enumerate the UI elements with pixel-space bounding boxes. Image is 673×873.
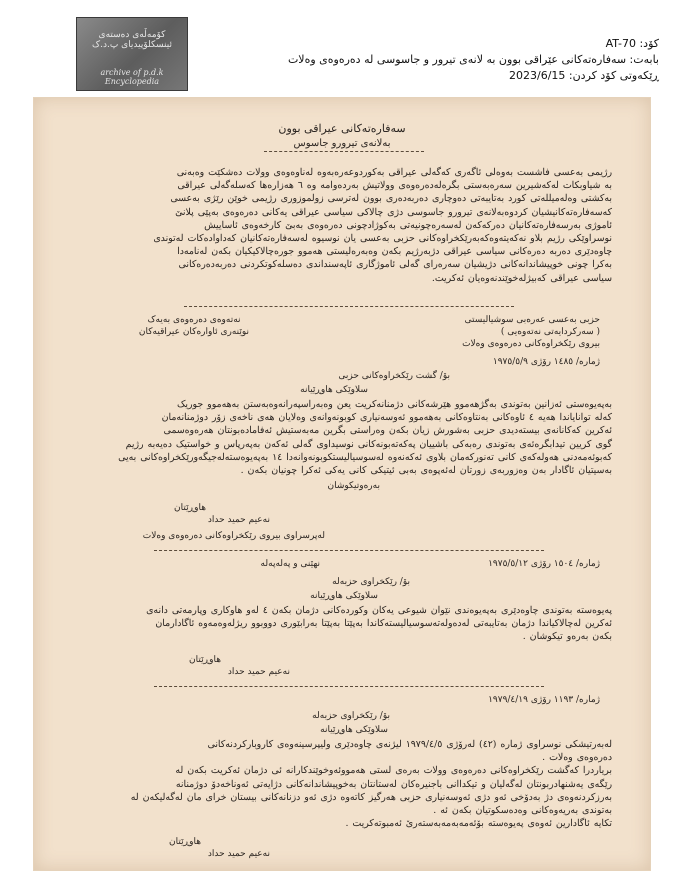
doc2-reference: ژمارە/ ١٥٠٤ رۆژی ١٩٧٥/٥/١٢ xyxy=(488,559,600,569)
meta-code: كۆد: AT-70 xyxy=(605,37,659,50)
doc3-greeting: سلاوێکی هاوڕێیانە xyxy=(320,725,388,735)
sender-left-line-2: نوێنەری ئاوارەکان عیراقیەکان xyxy=(138,327,250,337)
doc1-greeting: سلاوێکی هاوڕێیانە xyxy=(300,385,368,395)
sender-line-3: بیروی رێکخراوەکانی دەرەوەی وەلات xyxy=(462,339,600,349)
doc2-greeting: سلاوێکی هاوڕێیانە xyxy=(310,591,378,601)
doc1-sign-title: لەپرسراوی بیروی رێکخراوەکانی دەرەوەی وەلات xyxy=(142,531,325,541)
separator xyxy=(154,686,544,687)
doc1-sign-label: هاوڕێتان xyxy=(174,503,206,513)
document-title: سەفارەتەکانی عیراقی بوون xyxy=(278,122,406,135)
separator xyxy=(154,550,544,551)
doc3-line: بەتوندی بەریەوەکانی وەدەسکوتیان بکەن ئە . xyxy=(433,805,612,817)
sender-left-line-1: نەتەوەی دەرەوەی بەیەک xyxy=(147,315,241,325)
separator xyxy=(184,306,514,307)
doc1-line: کەبوئەمەدنی هەولەکەی کانی تەنورکەمان بلاوی ئەکەنەوە لەسوسیالیستکوبونەوانەدا ١٤ بەپەیوەستەلەجیگەورێکخراوەکانی بەیی xyxy=(118,451,612,463)
intro-line: ئاموژی بەرسەفارەتەکانیان دەرکەکەن لەسەرەچونیەتی بەکوژادچونی دەرەوەی بەبێ کارخەوەی ئاساییش xyxy=(204,219,612,231)
doc3-line: بەرزکردنەوەی دژ بەدۆخی ئەو دژی ئەوسەنیاری حزبی هەرگیز کاتەوە دژی ئەو دزنانەکانی بیستان خرای مان لەگەلیکەن لە xyxy=(130,791,612,803)
meta-date: ڕێکەوتی کۆد کردن: 2023/6/15 xyxy=(509,69,659,82)
doc3-line: رێگەی یەشنهادربونتان لەگەلیان و تیکداانی باجنیرەکان لەستانتان بەخوپیشاندانەکانی دژایەتی ئەوناخەدۆ دوژمنانە xyxy=(175,778,612,790)
doc1-recipient: بۆ/ گشت رێکخراوەکانی حزبی xyxy=(338,371,450,381)
document-subtitle: بەلانەی تیرورو جاسوس xyxy=(293,138,391,149)
doc1-line: کەلە توانایاندا هەیە ٤ ئاوەکانی بەنتاوەکانی بەهەموو ئەوسەنیاری کوبونەوانەی وەلایان هەی ناخەی زۆر دوژمنانەمان xyxy=(161,412,612,424)
doc3-sign-name: نەعیم حمید حداد xyxy=(207,849,270,859)
doc2-line: پەیوەستە بەتوندی چاوەدێری بەپەیوەندی نێوان شیوعی یەکان وکوردەکانی دژمان بکەن ٤ لەو هاوکاری وپارمەتی دانەی xyxy=(146,605,612,616)
doc2-signature xyxy=(120,654,290,678)
doc3-line: دەرەوەی وەلات . xyxy=(542,752,612,764)
doc2-body xyxy=(72,604,612,644)
sender-line-2: ( سەرکردایەتی نەتەوەیی ) xyxy=(500,327,600,337)
intro-line: بەکشتی وەلەمیللەتی کورد بەتایبەتی دەوچاری دەربەدەری بوون لەترسی زولموزوری رژیمی خوێن رێژی بەعسی xyxy=(170,193,612,205)
doc3-signature xyxy=(100,836,270,860)
sender-line-1: حزبی بەعسی عەرەبی سوشیالیستی xyxy=(464,315,600,325)
doc3-reference: ژمارە/ ١١٩٣ رۆژی ١٩٧٩/٤/١٩ xyxy=(488,695,600,705)
doc3-line: تکایە ئاگادارین ئەوەی پەیوەستە بۆئەمەبەمەبەستەرێ ئەمبوتەکریت . xyxy=(345,818,612,830)
doc3-body xyxy=(72,738,612,830)
doc2-line: بکەن بەرەو تیکوشان . xyxy=(522,631,612,643)
doc1-line: ئەکرین کەکانانەی بیستەدیدی حزبی بەشورش زیان بکەن وەراستی بگرین مەبەستیش ئەفامادەبونتان هەرەوەسمی xyxy=(163,425,612,437)
doc3-line: بریاردرا کەگشت رێکخراوەکانی دەرەوەی وولات بەرەی لستی هەمووئەوخوێندکارانە ئی دژمان ئەکریت بکەن لە xyxy=(175,765,612,777)
intro-line: بە شیاوبکات لەکەشیرین سەرەبەستی بگرەلەدەرەوەی وولاتیش بەردەوامە وە ٦ هەزارەها کەسلەگەلی عیراقی xyxy=(177,180,612,192)
doc2-sign-label: هاوڕێتان xyxy=(189,655,221,665)
doc1-line: گوی کریین تیدابگرەئەی بەتوندی رەبەکی باشییان پەکەتەبونەکانی نوسیداوی گەلی ئەکەن بەپەرپاس و خواستیک دەیەبە رژیم xyxy=(125,438,612,450)
title-underline xyxy=(264,151,424,152)
doc3-sign-label: هاوڕێتان xyxy=(169,837,201,847)
doc3-line: لەبەرتیشکی نوسراوی ژمارە (٤٢) لەرۆژی ١٩٧٩/٤/٥ لیژنەی چاوەدێری ولیپرسینەوەی کاروبارکردنەکانی xyxy=(207,739,612,750)
intro-line: سیاسی عیراقی کەبیژلەخوێندنەوەیان ئەکریت. xyxy=(431,272,612,284)
intro-line: رژیمی بەعسی فاشست بەوەلی ئاگەری کەگەلی عیراقی بەکوردوعەرەبەوە لەناوەوەی وولات دەشکێت وەبەنی xyxy=(176,167,612,178)
intro-paragraph xyxy=(72,166,612,285)
intro-line: چاوەدێری دەربە دەرەکانی سیاسی عیراقی دژبەرژیم بکەن وەبەرەلیستی هەموو جورەچالاکیکیان بکەن لەنامەدا xyxy=(177,246,612,258)
doc1-line: بەپەیوەستی ئەزانین بەتوندی بەگژهەموو هێرشەکانی دژمنانەکریت یعن وەبەراسپەرانەوەبەستن بەهەموو جوریک xyxy=(177,399,612,410)
logo-line-1: کۆمەڵەی دەستەی ئینسکلۆپیدیای پ.د.ک xyxy=(92,30,172,50)
scanned-document xyxy=(33,97,651,871)
sender-block xyxy=(340,314,600,350)
doc1-line: بەسیتیان ئاگادار بەن وەزوربەی زورتان لەئەپوەی بەبی ئیتیکی کانی یەکی ئەکرا چونیان بکەن . xyxy=(240,465,612,477)
doc2-classification: نهێنی و پەلەپەلە xyxy=(260,559,320,569)
doc3-recipient: بۆ/ رێکخراوی حزبەلە xyxy=(312,711,390,721)
archive-logo xyxy=(76,17,188,91)
doc1-reference: ژمارە/ ١٤٨٥ رۆژی ١٩٧٥/٥/٩ xyxy=(492,357,600,367)
doc1-signature xyxy=(110,502,270,526)
doc1-sign-name: نەعیم حمید حداد xyxy=(207,515,270,525)
doc2-line: ئەکرین لەچالاکیاندا دژمان بەتایبەتی لەدەولەتەسوسیالیستەکاندا بەپێتا بەپێتا بەرابێوری دووبوو ریژلەوەمەوە ئاگادارمان xyxy=(155,618,612,630)
meta-subject: بابەت: سەفارەتەکانی عێراقی بوون بە لانەی تیرور و جاسوسی لە دەرەوەی وەلات xyxy=(287,53,659,66)
logo-line-2: archive of p.d.k Encyclopedia xyxy=(100,68,164,86)
doc2-recipient: بۆ/ رێکخراوی حزبەلە xyxy=(332,577,410,587)
intro-line: کەسەفارەتەکانیشیان کردوەبەلانەی تیرورو جاسوسی دژی چالاکی سیاسی عیراقی یەکانی دەرەوەی بەپێی پلانێ xyxy=(175,206,612,218)
intro-line: بەکرا چونی خوپیشاندانەکانی دژیشیان سەرەرای گەلی ئاموژگاری ئاپەسنداندی دەسلەکوتکردنی دەربەدەرەکانی xyxy=(178,259,612,271)
document-metadata xyxy=(219,36,659,84)
intro-line: نوسراوێکی رژیم بلاو نەکەیتەوەکەبەرێکخراوەکانی حزبی بەعسی یان نوسیوە لەسەفارەتەکانیان کەداوادەکات لەتوندی xyxy=(153,233,612,245)
doc2-sign-name: نەعیم حمید حداد xyxy=(227,667,290,677)
sender-left-block xyxy=(94,314,294,338)
doc1-body xyxy=(72,398,612,477)
doc1-closing: بەرەوتیکوشان xyxy=(327,481,380,491)
